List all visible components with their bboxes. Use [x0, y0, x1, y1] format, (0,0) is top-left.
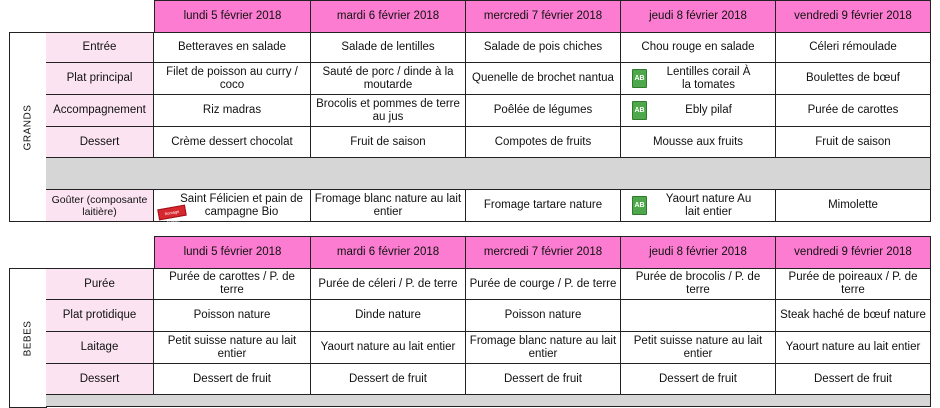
bebes-row-label-plat: Plat protidique — [46, 300, 154, 332]
grands-cell: Riz madras — [154, 95, 311, 127]
grands-cell: Compotes de fruits — [466, 127, 621, 158]
grands-cell: Mousse aux fruits — [621, 127, 776, 158]
grands-separator-row — [46, 158, 931, 190]
bebes-cell: Petit suisse nature au lait entier — [154, 332, 311, 364]
grands-cell: Fruit de saison — [311, 127, 466, 158]
bebes-cell — [621, 300, 776, 332]
grands-cell: Mimolette — [776, 190, 931, 222]
bebes-cell: Yaourt nature au lait entier — [311, 332, 466, 364]
bebes-cell: Fromage blanc nature au lait entier — [466, 332, 621, 364]
grands-row-label-accompagnement: Accompagnement — [46, 95, 154, 127]
bebes-cell: Purée de céleri / P. de terre — [311, 268, 466, 300]
grands-day-header-3: mercredi 7 février 2018 — [466, 0, 621, 33]
grands-day-header-2: mardi 6 février 2018 — [311, 0, 466, 33]
bebes-side-text: BEBES — [22, 320, 34, 356]
grands-cell-text: Saint Félicien et pain de campagne Bio — [180, 192, 303, 218]
grands-cell: Salade de lentilles — [311, 32, 466, 63]
grands-cell-text: Lentilles corail À la tomates — [666, 65, 751, 91]
grands-cell: Crème dessert chocolat — [154, 127, 311, 158]
grands-cell: Salade de pois chiches — [466, 32, 621, 63]
bebes-cell: Steak haché de bœuf nature — [776, 300, 931, 332]
bebes-row-label-dessert: Dessert — [46, 364, 154, 395]
fromage-fermier-stamp-icon: fromage fermier — [157, 205, 186, 221]
bebes-row-label-puree: Purée — [46, 268, 154, 300]
grands-side-label — [9, 32, 47, 222]
bebes-cell: Poisson nature — [154, 300, 311, 332]
bebes-separator-row — [46, 395, 931, 407]
grands-day-header-1: lundi 5 février 2018 — [154, 0, 311, 33]
grands-row-label-plat: Plat principal — [46, 63, 154, 95]
grands-cell: Betteraves en salade — [154, 32, 311, 63]
bebes-day-header-5: vendredi 9 février 2018 — [776, 236, 931, 269]
bio-label-icon: AB — [632, 101, 647, 120]
grands-cell: Purée de carottes — [776, 95, 931, 127]
grands-cell: Quenelle de brochet nantua — [466, 63, 621, 95]
grands-cell: Boulettes de bœuf — [776, 63, 931, 95]
bebes-row-label-laitage: Laitage — [46, 332, 154, 364]
grands-cell: Brocolis et pommes de terre au jus — [311, 95, 466, 127]
bebes-cell: Dessert de fruit — [776, 364, 931, 395]
grands-cell-gouter-1 — [154, 190, 311, 225]
bebes-cell: Dessert de fruit — [311, 364, 466, 395]
bebes-cell: Purée de brocolis / P. de terre — [621, 268, 776, 300]
grands-day-header-5: vendredi 9 février 2018 — [776, 0, 931, 33]
bebes-cell: Petit suisse nature au lait entier — [621, 332, 776, 364]
bebes-cell: Dessert de fruit — [466, 364, 621, 395]
bebes-cell: Purée de poireaux / P. de terre — [776, 268, 931, 300]
grands-cell-text: Ebly pilaf — [685, 104, 732, 116]
grands-cell: Fromage tartare nature — [466, 190, 621, 222]
bio-wrap — [624, 101, 772, 120]
grands-cell: Filet de poisson au curry / coco — [154, 63, 311, 95]
grands-row-label-entree: Entrée — [46, 32, 154, 63]
grands-cell-bio — [621, 63, 776, 95]
grands-cell-bio — [621, 190, 776, 222]
bebes-cell: Dessert de fruit — [621, 364, 776, 395]
bio-wrap — [624, 66, 772, 92]
grands-row-label-gouter: Goûter (composante laitière) — [46, 190, 154, 222]
grands-side-text: GRANDS — [22, 104, 34, 150]
grands-day-header-4: jeudi 8 février 2018 — [621, 0, 776, 33]
bebes-cell: Dessert de fruit — [154, 364, 311, 395]
grands-row-label-dessert: Dessert — [46, 127, 154, 158]
grands-cell: Chou rouge en salade — [621, 32, 776, 63]
bio-label-icon: AB — [632, 69, 647, 88]
bebes-day-header-2: mardi 6 février 2018 — [311, 236, 466, 269]
grands-cell: Poêlée de légumes — [466, 95, 621, 127]
bebes-day-header-3: mercredi 7 février 2018 — [466, 236, 621, 269]
grands-cell: Fromage blanc nature au lait entier — [311, 190, 466, 222]
bebes-cell: Purée de carottes / P. de terre — [154, 268, 311, 300]
bebes-cell: Dinde nature — [311, 300, 466, 332]
grands-cell: Sauté de porc / dinde à la moutarde — [311, 63, 466, 95]
bebes-day-header-4: jeudi 8 février 2018 — [621, 236, 776, 269]
grands-cell: Fruit de saison — [776, 127, 931, 158]
bio-label-icon: AB — [632, 196, 647, 215]
grands-cell: Céleri rémoulade — [776, 32, 931, 63]
bebes-side-label — [9, 268, 47, 408]
bebes-cell: Poisson nature — [466, 300, 621, 332]
bebes-cell: Yaourt nature au lait entier — [776, 332, 931, 364]
bebes-cell: Purée de courge / P. de terre — [466, 268, 621, 300]
grands-cell-bio — [621, 95, 776, 127]
grands-cell-text: Yaourt nature Au lait entier — [665, 192, 752, 218]
bebes-day-header-1: lundi 5 février 2018 — [154, 236, 311, 269]
bio-wrap — [624, 193, 772, 219]
